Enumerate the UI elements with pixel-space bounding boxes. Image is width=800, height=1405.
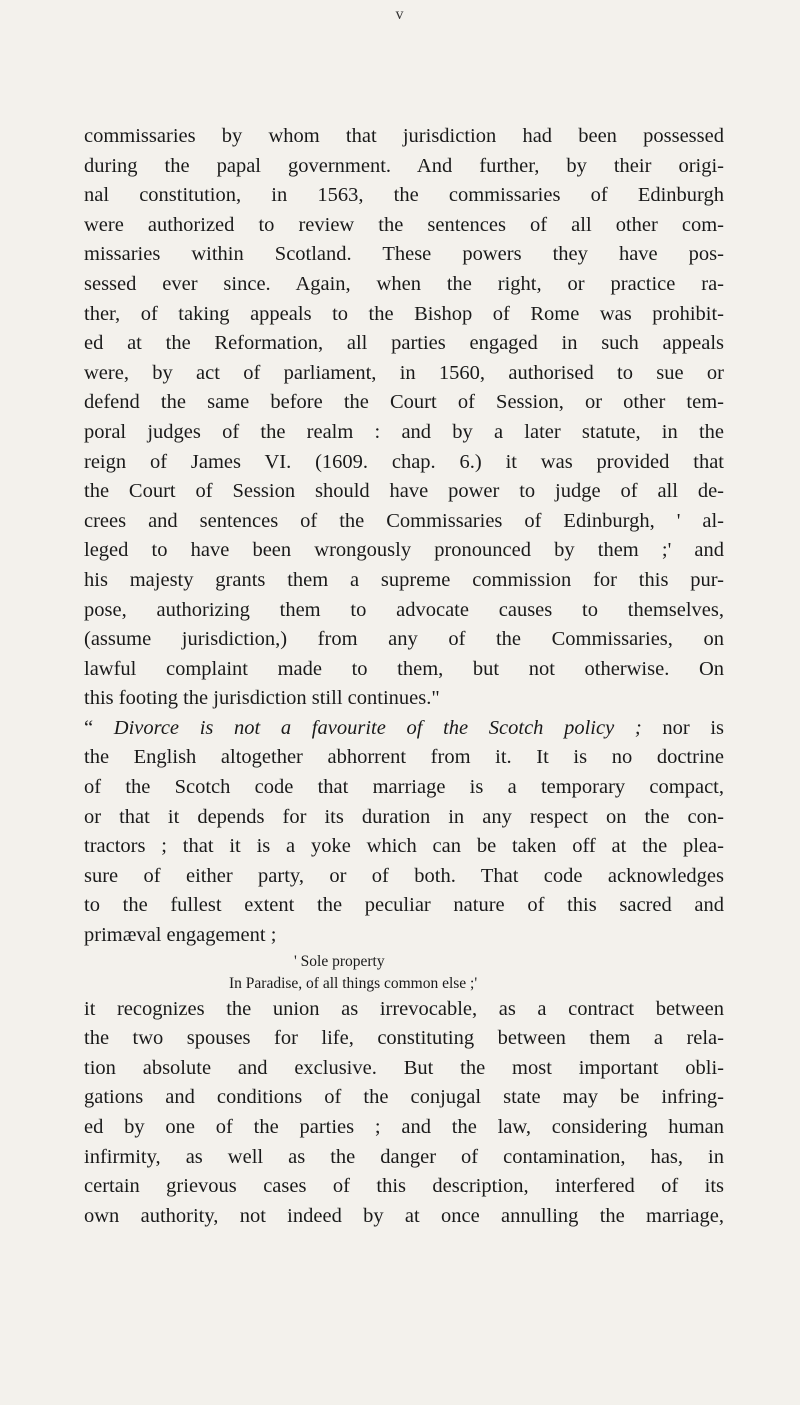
verse-line-2: In Paradise, of all things common else ;'	[229, 974, 478, 992]
text-line: tractors ; that it is a yoke which can be taken off at the plea-	[84, 835, 724, 858]
paragraph-3	[84, 995, 724, 1232]
text-line: commissaries by whom that jurisdiction had been possessed	[84, 125, 724, 147]
text-line: were authorized to review the sentences of all other com-	[84, 213, 724, 236]
text-line: certain grievous cases of this description, interfered of its	[84, 1175, 724, 1198]
text-line: the two spouses for life, constituting between them a rela-	[84, 1027, 724, 1050]
text-line: lawful complaint made to them, but not otherwise. On	[84, 657, 724, 680]
text-line: sure of either party, or of both. That code acknowledges	[84, 864, 724, 887]
text-line: ed by one of the parties ; and the law, considering human	[84, 1116, 724, 1138]
text-line: pose, authorizing them to advocate causes to themselves,	[84, 598, 724, 621]
text-line: missaries within Scotland. These powers they have pos-	[84, 243, 724, 266]
text-line: were, by act of parliament, in 1560, authorised to sue or	[84, 361, 724, 384]
verse-quote	[84, 951, 724, 995]
text-line: the Court of Session should have power to judge of all de-	[84, 480, 724, 503]
text-line: crees and sentences of the Commissaries of Edinburgh, ' al-	[84, 509, 724, 532]
text-line: infirmity, as well as the danger of contamination, has, in	[84, 1145, 724, 1168]
text-line: the English altogether abhorrent from it. It is no doctrine	[84, 746, 724, 769]
text-line: during the papal government. And further, by their origi-	[84, 154, 724, 177]
text-line: his majesty grants them a supreme commission for this pur-	[84, 568, 724, 591]
open-quote: “	[84, 716, 114, 739]
text-line: primæval engagement ;	[84, 924, 277, 947]
first-line-rest: nor is	[641, 716, 724, 739]
text-line: gations and conditions of the conjugal state may be infring-	[84, 1086, 724, 1109]
paragraph-1	[84, 122, 724, 714]
text-line: poral judges of the realm : and by a later statute, in the	[84, 420, 724, 443]
italic-phrase: Divorce is not a favourite of the Scotch policy ;	[113, 716, 642, 739]
signature-mark: v	[395, 6, 405, 23]
text-line: sessed ever since. Again, when the right, or practice ra-	[84, 272, 724, 295]
paragraph-2	[84, 714, 724, 951]
text-line: of the Scotch code that marriage is a temporary compact,	[84, 776, 724, 799]
text-line: reign of James VI. (1609. chap. 6.) it was provided that	[84, 450, 724, 473]
body-text	[84, 122, 724, 1231]
text-line: (assume jurisdiction,) from any of the Commissaries, on	[84, 628, 724, 651]
text-line: nal constitution, in 1563, the commissaries of Edinburgh	[84, 184, 724, 207]
text-line: or that it depends for its duration in any respect on the con-	[84, 805, 724, 828]
verse-line-1: ' Sole property	[294, 952, 385, 970]
text-line: tion absolute and exclusive. But the most important obli-	[84, 1056, 724, 1079]
paragraph-2-lines	[84, 743, 724, 950]
text-line: ed at the Reformation, all parties engaged in such appeals	[84, 332, 724, 355]
text-line: to the fullest extent the peculiar nature of this sacred and	[84, 894, 724, 917]
text-line: leged to have been wrongously pronounced by them ;' and	[84, 539, 724, 562]
text-line: defend the same before the Court of Session, or other tem-	[84, 391, 724, 414]
text-line: it recognizes the union as irrevocable, as a contract between	[84, 997, 724, 1020]
paragraph-2-line-1	[84, 714, 724, 744]
text-line: this footing the jurisdiction still continues."	[84, 687, 440, 710]
text-line: own authority, not indeed by at once annulling the marriage,	[84, 1204, 724, 1227]
text-line: ther, of taking appeals to the Bishop of Rome was prohibit-	[84, 302, 724, 325]
